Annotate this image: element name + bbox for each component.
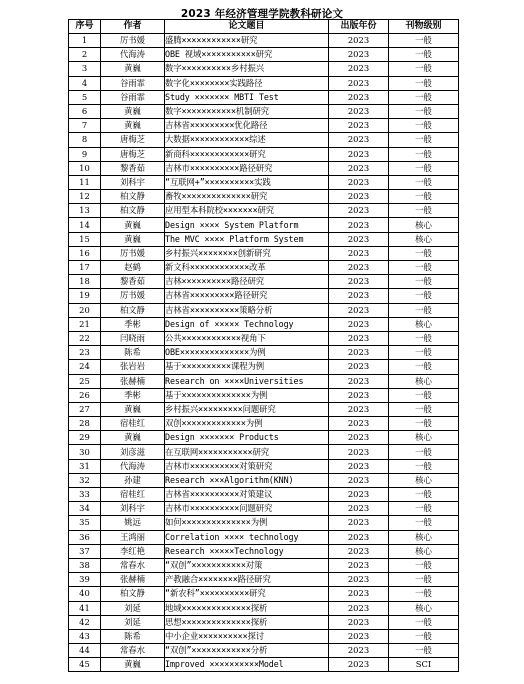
- table-row: [69, 502, 459, 516]
- row-year: 2023: [329, 90, 389, 104]
- row-number: 7: [69, 119, 101, 133]
- row-year: 2023: [329, 658, 389, 672]
- row-number: 26: [69, 388, 101, 402]
- row-number: 2: [69, 48, 101, 62]
- table-row: [69, 388, 459, 402]
- row-number: 10: [69, 161, 101, 175]
- table-row: [69, 431, 459, 445]
- row-paper-title: Correlation ×××× technology: [165, 530, 329, 544]
- row-level: 核心: [389, 431, 459, 445]
- row-author: 宿桂红: [101, 417, 165, 431]
- row-year: 2023: [329, 601, 389, 615]
- table-row: [69, 34, 459, 48]
- row-level: 核心: [389, 317, 459, 331]
- table-row: [69, 204, 459, 218]
- row-paper-title: 如何××××××××××××××为例: [165, 516, 329, 530]
- row-year: 2023: [329, 473, 389, 487]
- row-number: 5: [69, 90, 101, 104]
- table-row: [69, 48, 459, 62]
- row-paper-title: 吉林市××××××××××对策研究: [165, 459, 329, 473]
- row-level: 核心: [389, 232, 459, 246]
- row-number: 6: [69, 104, 101, 118]
- row-number: 34: [69, 502, 101, 516]
- papers-table: [68, 19, 459, 672]
- row-author: 黄巍: [101, 62, 165, 76]
- row-level: 一般: [389, 417, 459, 431]
- row-author: 季彬: [101, 388, 165, 402]
- row-number: 35: [69, 516, 101, 530]
- row-paper-title: 吉林市××××××××××路径研究: [165, 161, 329, 175]
- row-level: 一般: [389, 175, 459, 189]
- row-year: 2023: [329, 502, 389, 516]
- row-author: 唐梅芝: [101, 147, 165, 161]
- row-paper-title: Study ××××××× MBTI Test: [165, 90, 329, 104]
- row-year: 2023: [329, 303, 389, 317]
- row-level: 一般: [389, 573, 459, 587]
- row-number: 45: [69, 658, 101, 672]
- row-level: 核心: [389, 530, 459, 544]
- row-level: 一般: [389, 502, 459, 516]
- row-author: 柏文静: [101, 303, 165, 317]
- row-level: 核心: [389, 218, 459, 232]
- row-author: 常春水: [101, 558, 165, 572]
- row-author: 唐梅芝: [101, 133, 165, 147]
- table-row: [69, 161, 459, 175]
- table-row: [69, 658, 459, 672]
- table-row: [69, 374, 459, 388]
- row-level: 一般: [389, 261, 459, 275]
- row-year: 2023: [329, 246, 389, 260]
- row-number: 3: [69, 62, 101, 76]
- table-row: [69, 119, 459, 133]
- row-author: 常春水: [101, 644, 165, 658]
- row-paper-title: Research ×××××Technology: [165, 544, 329, 558]
- table-row: [69, 90, 459, 104]
- row-number: 23: [69, 346, 101, 360]
- row-author: 黎香茹: [101, 275, 165, 289]
- header-row: [69, 20, 459, 34]
- row-level: 一般: [389, 615, 459, 629]
- row-year: 2023: [329, 133, 389, 147]
- table-row: [69, 573, 459, 587]
- row-level: 一般: [389, 388, 459, 402]
- row-author: 姚远: [101, 516, 165, 530]
- row-level: 一般: [389, 76, 459, 90]
- row-year: 2023: [329, 374, 389, 388]
- row-year: 2023: [329, 119, 389, 133]
- row-number: 18: [69, 275, 101, 289]
- table-row: [69, 104, 459, 118]
- row-level: 一般: [389, 289, 459, 303]
- row-paper-title: OBE 视域×××××××××××研究: [165, 48, 329, 62]
- row-author: 柏文静: [101, 190, 165, 204]
- row-author: 刘延: [101, 615, 165, 629]
- table-row: [69, 488, 459, 502]
- row-number: 32: [69, 473, 101, 487]
- row-year: 2023: [329, 175, 389, 189]
- row-paper-title: Research ×××Algorithm(KNN): [165, 473, 329, 487]
- row-author: 黄巍: [101, 402, 165, 416]
- row-paper-title: 吉林××××××××××路径研究: [165, 275, 329, 289]
- row-number: 24: [69, 360, 101, 374]
- row-level: 一般: [389, 516, 459, 530]
- row-level: 一般: [389, 147, 459, 161]
- row-number: 33: [69, 488, 101, 502]
- row-author: 代海涛: [101, 459, 165, 473]
- row-number: 9: [69, 147, 101, 161]
- row-paper-title: 产教融合××××××××路径研究: [165, 573, 329, 587]
- row-year: 2023: [329, 516, 389, 530]
- row-author: 陈希: [101, 629, 165, 643]
- row-number: 37: [69, 544, 101, 558]
- row-paper-title: Improved ××××××××××Model: [165, 658, 329, 672]
- row-year: 2023: [329, 147, 389, 161]
- row-number: 42: [69, 615, 101, 629]
- row-level: 一般: [389, 587, 459, 601]
- row-paper-title: 乡村振兴××××××××创新研究: [165, 246, 329, 260]
- row-number: 28: [69, 417, 101, 431]
- row-paper-title: The MVC ×××× Platform System: [165, 232, 329, 246]
- row-author: 张赫楠: [101, 573, 165, 587]
- row-year: 2023: [329, 388, 389, 402]
- row-level: 一般: [389, 204, 459, 218]
- row-paper-title: 公共××××××××××××视角下: [165, 331, 329, 345]
- table-row: [69, 516, 459, 530]
- row-author: 刘彦滋: [101, 445, 165, 459]
- row-paper-title: 新文科××××××××××××改革: [165, 261, 329, 275]
- row-level: 一般: [389, 488, 459, 502]
- row-year: 2023: [329, 76, 389, 90]
- row-author: 谷雨霏: [101, 76, 165, 90]
- row-author: 闫晓雨: [101, 331, 165, 345]
- row-year: 2023: [329, 62, 389, 76]
- row-number: 14: [69, 218, 101, 232]
- row-level: 一般: [389, 161, 459, 175]
- row-level: 核心: [389, 374, 459, 388]
- row-paper-title: 新商科××××××××××××研究: [165, 147, 329, 161]
- row-paper-title: 中小企业××××××××××探讨: [165, 629, 329, 643]
- row-year: 2023: [329, 289, 389, 303]
- row-year: 2023: [329, 573, 389, 587]
- header-level: 刊物级别: [389, 20, 459, 34]
- row-paper-title: “新农科”××××××××××研究: [165, 587, 329, 601]
- row-number: 27: [69, 402, 101, 416]
- row-level: 核心: [389, 544, 459, 558]
- row-paper-title: 双创×××××××××××××为例: [165, 417, 329, 431]
- row-paper-title: 大数据××××××××××××综述: [165, 133, 329, 147]
- row-number: 31: [69, 459, 101, 473]
- row-author: 刘科宇: [101, 175, 165, 189]
- row-author: 刘延: [101, 601, 165, 615]
- table-row: [69, 133, 459, 147]
- table-row: [69, 175, 459, 189]
- row-year: 2023: [329, 629, 389, 643]
- row-author: 赵鹤: [101, 261, 165, 275]
- row-level: 一般: [389, 644, 459, 658]
- row-paper-title: Research on ××××Universities: [165, 374, 329, 388]
- row-year: 2023: [329, 431, 389, 445]
- row-level: 核心: [389, 601, 459, 615]
- row-year: 2023: [329, 459, 389, 473]
- row-level: 一般: [389, 90, 459, 104]
- row-paper-title: 吉林省×××××××××优化路径: [165, 119, 329, 133]
- row-author: 厉书媛: [101, 289, 165, 303]
- row-paper-title: “双创”××××××××××××分析: [165, 644, 329, 658]
- row-year: 2023: [329, 275, 389, 289]
- row-year: 2023: [329, 232, 389, 246]
- row-year: 2023: [329, 161, 389, 175]
- table-row: [69, 601, 459, 615]
- row-paper-title: 数字××××××××××乡村振兴: [165, 62, 329, 76]
- row-level: 一般: [389, 34, 459, 48]
- row-author: 黄巍: [101, 658, 165, 672]
- row-paper-title: 基于××××××××××××××为例: [165, 388, 329, 402]
- row-level: 一般: [389, 62, 459, 76]
- row-paper-title: 畜牧××××××××××××××研究: [165, 190, 329, 204]
- table-row: [69, 303, 459, 317]
- row-year: 2023: [329, 48, 389, 62]
- header-paper-title: 论文题目: [165, 20, 329, 34]
- row-author: 季彬: [101, 317, 165, 331]
- table-row: [69, 331, 459, 345]
- row-number: 19: [69, 289, 101, 303]
- row-paper-title: “互联网+”××××××××××实践: [165, 175, 329, 189]
- table-row: [69, 275, 459, 289]
- row-paper-title: Design ××××××× Products: [165, 431, 329, 445]
- row-author: 代海涛: [101, 48, 165, 62]
- row-paper-title: 思想××××××××××××××探析: [165, 615, 329, 629]
- row-paper-title: 应用型本科院校×××××××研究: [165, 204, 329, 218]
- row-level: 一般: [389, 303, 459, 317]
- row-level: 一般: [389, 360, 459, 374]
- row-paper-title: 数字×××××××××××机制研究: [165, 104, 329, 118]
- row-year: 2023: [329, 34, 389, 48]
- table-row: [69, 76, 459, 90]
- row-level: 一般: [389, 190, 459, 204]
- row-number: 36: [69, 530, 101, 544]
- table-row: [69, 459, 459, 473]
- row-year: 2023: [329, 190, 389, 204]
- row-number: 8: [69, 133, 101, 147]
- row-year: 2023: [329, 417, 389, 431]
- row-number: 4: [69, 76, 101, 90]
- row-paper-title: 数字化××××××××实践路径: [165, 76, 329, 90]
- row-number: 38: [69, 558, 101, 572]
- row-level: 一般: [389, 119, 459, 133]
- table-row: [69, 360, 459, 374]
- table-row: [69, 317, 459, 331]
- row-author: 张岩岩: [101, 360, 165, 374]
- table-row: [69, 445, 459, 459]
- row-author: 李红艳: [101, 544, 165, 558]
- row-level: 一般: [389, 629, 459, 643]
- row-year: 2023: [329, 644, 389, 658]
- table-row: [69, 402, 459, 416]
- row-number: 22: [69, 331, 101, 345]
- table-row: [69, 346, 459, 360]
- table-row: [69, 615, 459, 629]
- row-number: 43: [69, 629, 101, 643]
- row-author: 刘科宇: [101, 502, 165, 516]
- row-level: 一般: [389, 48, 459, 62]
- row-year: 2023: [329, 488, 389, 502]
- row-level: 一般: [389, 346, 459, 360]
- row-author: 黄巍: [101, 431, 165, 445]
- row-year: 2023: [329, 402, 389, 416]
- row-author: 黄巍: [101, 232, 165, 246]
- header-author: 作者: [101, 20, 165, 34]
- row-author: 黎香茹: [101, 161, 165, 175]
- row-paper-title: 乡村振兴×××××××××问题研究: [165, 402, 329, 416]
- row-author: 柏文静: [101, 204, 165, 218]
- table-row: [69, 232, 459, 246]
- row-year: 2023: [329, 317, 389, 331]
- row-number: 15: [69, 232, 101, 246]
- row-paper-title: Design ×××× System Platform: [165, 218, 329, 232]
- row-number: 30: [69, 445, 101, 459]
- row-number: 40: [69, 587, 101, 601]
- row-number: 16: [69, 246, 101, 260]
- row-number: 13: [69, 204, 101, 218]
- table-row: [69, 558, 459, 572]
- row-year: 2023: [329, 445, 389, 459]
- table-row: [69, 473, 459, 487]
- table-row: [69, 644, 459, 658]
- row-number: 39: [69, 573, 101, 587]
- table-row: [69, 289, 459, 303]
- row-author: 厉书媛: [101, 34, 165, 48]
- row-paper-title: 地域××××××××××××××探析: [165, 601, 329, 615]
- row-year: 2023: [329, 587, 389, 601]
- row-number: 1: [69, 34, 101, 48]
- row-paper-title: 在互联网×××××××××××研究: [165, 445, 329, 459]
- table-row: [69, 530, 459, 544]
- row-author: 黄巍: [101, 218, 165, 232]
- table-row: [69, 261, 459, 275]
- header-year: 出版年份: [329, 20, 389, 34]
- row-author: 宿桂红: [101, 488, 165, 502]
- row-paper-title: 盛腾××××××××××××研究: [165, 34, 329, 48]
- row-number: 12: [69, 190, 101, 204]
- table-row: [69, 218, 459, 232]
- row-paper-title: 吉林省×××××××××路径研究: [165, 289, 329, 303]
- row-author: 孙建: [101, 473, 165, 487]
- row-year: 2023: [329, 261, 389, 275]
- row-paper-title: OBE××××××××××××××为例: [165, 346, 329, 360]
- row-level: 核心: [389, 473, 459, 487]
- row-paper-title: Design of ××××× Technology: [165, 317, 329, 331]
- row-level: 一般: [389, 445, 459, 459]
- row-paper-title: 吉林市××××××××××问题研究: [165, 502, 329, 516]
- row-paper-title: 吉林省××××××××××对策建议: [165, 488, 329, 502]
- row-level: 一般: [389, 402, 459, 416]
- table-row: [69, 190, 459, 204]
- table-row: [69, 417, 459, 431]
- row-year: 2023: [329, 530, 389, 544]
- header-number: 序号: [69, 20, 101, 34]
- row-level: 一般: [389, 275, 459, 289]
- row-year: 2023: [329, 544, 389, 558]
- row-author: 黄巍: [101, 104, 165, 118]
- row-number: 29: [69, 431, 101, 445]
- row-number: 21: [69, 317, 101, 331]
- document-title: 2023 年经济管理学院教科研论文: [180, 8, 344, 20]
- row-number: 44: [69, 644, 101, 658]
- row-level: 一般: [389, 133, 459, 147]
- row-number: 25: [69, 374, 101, 388]
- row-level: 一般: [389, 459, 459, 473]
- row-author: 黄巍: [101, 119, 165, 133]
- row-author: 柏文静: [101, 587, 165, 601]
- row-number: 41: [69, 601, 101, 615]
- row-paper-title: 基于××××××××××课程为例: [165, 360, 329, 374]
- row-year: 2023: [329, 218, 389, 232]
- row-author: 张赫楠: [101, 374, 165, 388]
- row-level: 一般: [389, 331, 459, 345]
- table-row: [69, 587, 459, 601]
- row-year: 2023: [329, 204, 389, 218]
- row-year: 2023: [329, 346, 389, 360]
- row-year: 2023: [329, 104, 389, 118]
- row-year: 2023: [329, 615, 389, 629]
- row-paper-title: “双创”×××××××××××对策: [165, 558, 329, 572]
- row-year: 2023: [329, 558, 389, 572]
- row-author: 谷雨霏: [101, 90, 165, 104]
- row-year: 2023: [329, 360, 389, 374]
- table-row: [69, 62, 459, 76]
- table-row: [69, 629, 459, 643]
- row-level: 一般: [389, 246, 459, 260]
- table-row: [69, 147, 459, 161]
- table-row: [69, 246, 459, 260]
- row-level: SCI: [389, 658, 459, 672]
- row-author: 厉书媛: [101, 246, 165, 260]
- row-paper-title: 吉林省××××××××××策略分析: [165, 303, 329, 317]
- row-year: 2023: [329, 331, 389, 345]
- row-number: 11: [69, 175, 101, 189]
- row-author: 王鸿丽: [101, 530, 165, 544]
- row-number: 17: [69, 261, 101, 275]
- row-level: 一般: [389, 558, 459, 572]
- row-author: 陈希: [101, 346, 165, 360]
- table-row: [69, 544, 459, 558]
- row-number: 20: [69, 303, 101, 317]
- table-body: [69, 34, 459, 672]
- row-level: 一般: [389, 104, 459, 118]
